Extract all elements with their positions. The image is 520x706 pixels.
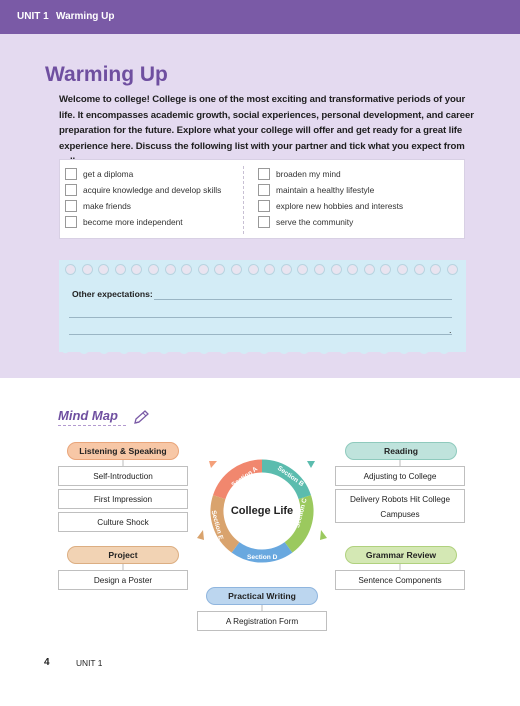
arrow-icon [197,530,204,540]
header-unit: UNIT 1 [17,11,49,22]
page-title: Warming Up [45,63,168,86]
topic-box: Delivery Robots Hit College Campuses [335,489,465,523]
intro-text: Welcome to college! College is one of the most exciting and transformative periods of your life. It encompasses academic growth, social experiences, personal development, and career preparation for the future. Explore what your college will offer and get ready for a great life experience here. Discuss the following list with your partner and tick what you expect from [59,94,474,152]
ring-label-e: Section E [209,509,225,541]
notepad-period: . [449,325,452,335]
topic-box: First Impression [58,489,188,509]
arrow-icon [307,461,315,468]
center-label: College Life [230,505,294,517]
listening-speaking-pill[interactable]: Listening & Speaking [67,442,179,460]
arrow-icon [320,530,327,540]
ring-label-c: Section C [294,497,309,529]
ring-label-b: Section B [275,464,305,489]
practical-writing-pill[interactable]: Practical Writing [206,587,318,605]
topic-box: Culture Shock [58,512,188,532]
checklist-label: get a diploma [83,169,134,179]
topic-box: Self-Introduction [58,466,188,486]
topic-box: Design a Poster [58,570,188,590]
ring-label-d: Section D [247,554,278,561]
checklist-label: become more independent [83,217,183,227]
header-section: Warming Up [56,11,115,22]
topic-box: Adjusting to College [335,466,465,486]
checklist-label: serve the community [276,217,354,227]
checklist-label: maintain a healthy lifestyle [276,185,375,195]
project-pill[interactable]: Project [67,546,179,564]
page-number: 4 [44,657,50,668]
checklist-label: broaden my mind [276,169,341,179]
reading-pill[interactable]: Reading [345,442,457,460]
topic-box: Sentence Components [335,570,465,590]
checklist-label: explore new hobbies and interests [276,201,404,211]
checklist-label: make friends [83,201,131,211]
other-expectations-label: Other expectations: [72,289,153,299]
footer-unit: UNIT 1 [76,658,103,668]
checklist-label: acquire knowledge and develop skills [83,185,222,195]
ring-label-a: Section A [230,465,260,489]
topic-box: A Registration Form [197,611,327,631]
arrow-icon [209,461,217,468]
college-life-ring [197,458,327,568]
mind-map-title: Mind Map [58,408,118,423]
grammar-review-pill[interactable]: Grammar Review [345,546,457,564]
